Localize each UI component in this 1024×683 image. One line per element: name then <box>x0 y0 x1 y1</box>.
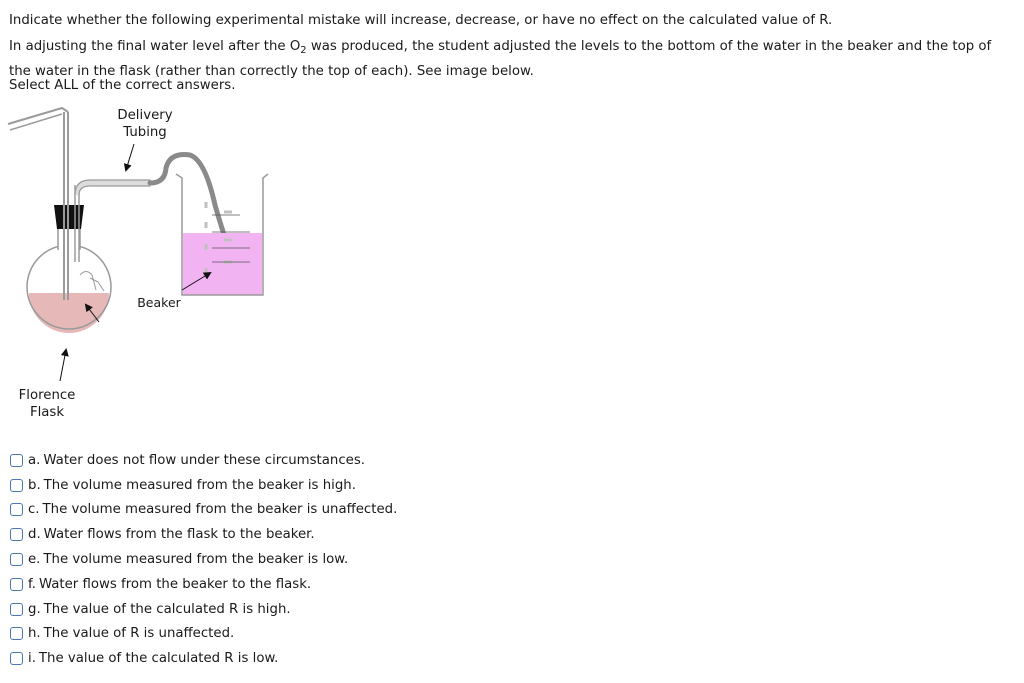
checkbox[interactable] <box>10 652 23 665</box>
checkbox[interactable] <box>10 603 23 616</box>
beaker-water <box>183 233 262 295</box>
choice-letter: e. <box>28 552 41 568</box>
delivery-arrow <box>126 144 134 170</box>
answer-choices <box>8 448 397 671</box>
choice-text: Water does not flow under these circumstances. <box>43 452 365 468</box>
choice-letter: b. <box>28 477 41 493</box>
choice-text: Water flows from the flask to the beaker. <box>43 527 315 543</box>
florence-label-line2: Flask <box>29 405 65 420</box>
choice-letter: i. <box>28 651 36 667</box>
choice-text: Water flows from the beaker to the flask. <box>38 576 312 592</box>
choice-g[interactable] <box>8 597 397 622</box>
question-instruction: Indicate whether the following experimental mistake will increase, decrease, or have no effect on the calculated value of R. <box>9 13 833 28</box>
choice-text: The value of the calculated R is high. <box>43 601 291 617</box>
choice-d[interactable] <box>8 522 397 547</box>
choice-letter: f. <box>28 576 36 592</box>
florence-flask-label <box>10 387 84 421</box>
apparatus-diagram <box>0 100 300 430</box>
choice-text: The volume measured from the beaker is high. <box>43 477 356 493</box>
choice-letter: g. <box>28 601 41 617</box>
checkbox[interactable] <box>10 528 23 541</box>
scenario-text-before: In adjusting the final water level after the O <box>9 39 301 54</box>
choice-i[interactable] <box>8 646 397 671</box>
choice-text: The value of the calculated R is low. <box>38 651 279 667</box>
florence-label-line1: Florence <box>18 388 76 403</box>
checkbox[interactable] <box>10 578 23 591</box>
checkbox[interactable] <box>10 553 23 566</box>
florence-arrow <box>60 350 66 381</box>
choice-letter: c. <box>28 502 40 518</box>
choice-letter: h. <box>28 626 41 642</box>
checkbox[interactable] <box>10 503 23 516</box>
choice-letter: a. <box>28 452 41 468</box>
beaker-label: Beaker <box>137 295 181 310</box>
delivery-label-line2: Tubing <box>123 125 167 140</box>
question-scenario <box>9 36 1009 82</box>
checkbox[interactable] <box>10 479 23 492</box>
checkbox[interactable] <box>10 627 23 640</box>
choice-b[interactable] <box>8 473 397 498</box>
scenario-text-after: was produced, the student adjusted the levels to the bottom of the water in the beaker and the top of the water in the flask (rather than correctly the top of each). See image below. <box>9 39 992 79</box>
choice-text: The volume measured from the beaker is unaffected. <box>42 502 398 518</box>
choice-letter: d. <box>28 527 41 543</box>
delivery-tube <box>75 180 150 195</box>
choice-e[interactable] <box>8 547 397 572</box>
choice-f[interactable] <box>8 572 397 597</box>
choice-a[interactable] <box>8 448 397 473</box>
o2-subscript: 2 <box>300 45 307 56</box>
choice-c[interactable] <box>8 498 397 523</box>
choice-text: The volume measured from the beaker is low. <box>43 552 349 568</box>
checkbox[interactable] <box>10 454 23 467</box>
choice-h[interactable] <box>8 622 397 647</box>
delivery-tubing-label <box>108 107 182 141</box>
choice-text: The value of R is unaffected. <box>43 626 235 642</box>
select-all-prompt: Select ALL of the correct answers. <box>9 78 236 93</box>
delivery-label-line1: Delivery <box>117 108 173 123</box>
